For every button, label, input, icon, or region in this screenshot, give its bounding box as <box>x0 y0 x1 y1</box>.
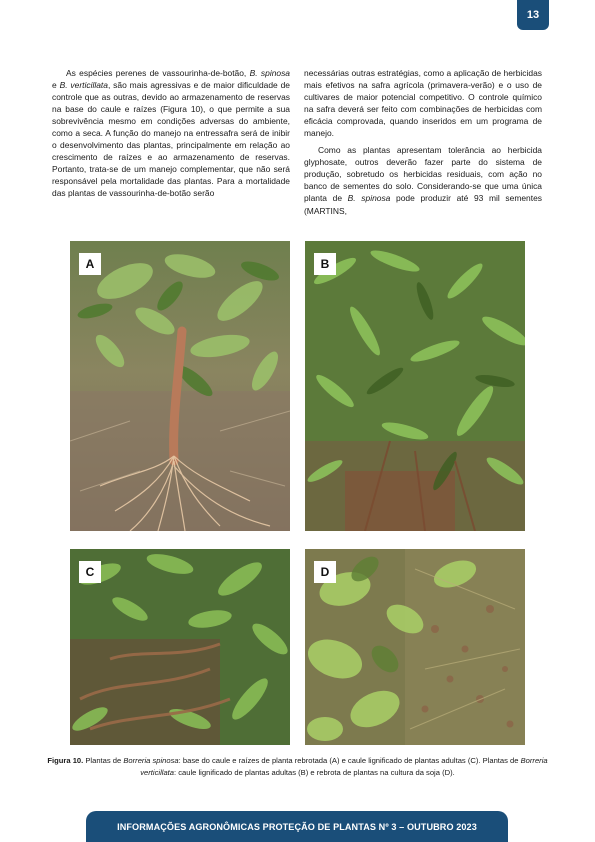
panel-label: A <box>79 253 101 275</box>
text-run: As espécies perenes de vassourinha-de-botão, <box>66 68 250 78</box>
figure-photo-a <box>70 241 290 531</box>
figure-photo-c <box>70 549 290 745</box>
text-run: e <box>52 80 60 91</box>
body-column-right <box>304 67 542 217</box>
italic-text: B. verticillata <box>59 80 108 91</box>
text-run: Plantas de <box>83 756 124 765</box>
text-run: : caule lignificado de plantas adultas (B) e rebrota de plantas na cultura da soja (D). <box>174 768 455 777</box>
panel-label: B <box>314 253 336 275</box>
footer-banner: INFORMAÇÕES AGRONÔMICAS PROTEÇÃO DE PLANTAS Nº 3 – OUTUBRO 2023 <box>86 811 508 842</box>
text-run: , são mais agressivas e de maior dificuldade de controle que as outras, devido ao armazenamento de reservas na base do caule e raízes (Figura 10), o que permite a sua sobrevivência mesmo em condições adversas do ambiente, como a seca. A função do manejo na entressafra será de inibir o desenvolvimento das plantas, principalmente em relação ao crescimento de raízes e ao armazenamento de reservas. Portanto, trata-se de um manejo complementar, que não será responsável pela mortalidade das plantas. Para a mortalidade das plantas de vassourinha-de-botão serão <box>52 80 291 199</box>
text-run: necessárias outras estratégias, como a aplicação de herbicidas mais efetivos na safra agrícola (primavera-verão) e o uso de cultivares de maior potencial competitivo. O controle químico na safra deverá ser feito com combinações de herbicidas com eficácia comprovada, quando inseridos em um programa de manejo. <box>304 68 542 139</box>
italic-text: Borreria verticillata <box>140 756 548 777</box>
italic-text: B. spinosa <box>249 68 290 78</box>
text-run: pode produzir até 93 mil sementes (MARTINS, <box>304 193 542 216</box>
italic-text: B. spinosa <box>347 193 391 204</box>
panel-label: D <box>314 561 336 583</box>
paragraph <box>52 67 290 200</box>
figure-photo-b <box>305 241 525 531</box>
paragraph <box>304 67 542 139</box>
text-run: Como as plantas apresentam tolerância ao herbicida glyphosate, outros deverão fazer parte do sistema de produção, sobretudo os herbicidas residuais, com ação no banco de sementes do solo. Considerando-se que uma única planta de <box>304 145 542 204</box>
text-run: : base do caule e raízes de planta rebrotada (A) e caule lignificado de plantas adultas (C). Plantas de <box>178 756 521 765</box>
page-number: 13 <box>517 0 549 30</box>
italic-text: Borreria spinosa <box>123 756 179 765</box>
bold-text: Figura 10. <box>47 756 84 765</box>
body-column-left <box>52 67 290 200</box>
paragraph <box>304 144 542 216</box>
figure-photo-d <box>305 549 525 745</box>
figure-caption <box>30 755 565 779</box>
panel-label: C <box>79 561 101 583</box>
